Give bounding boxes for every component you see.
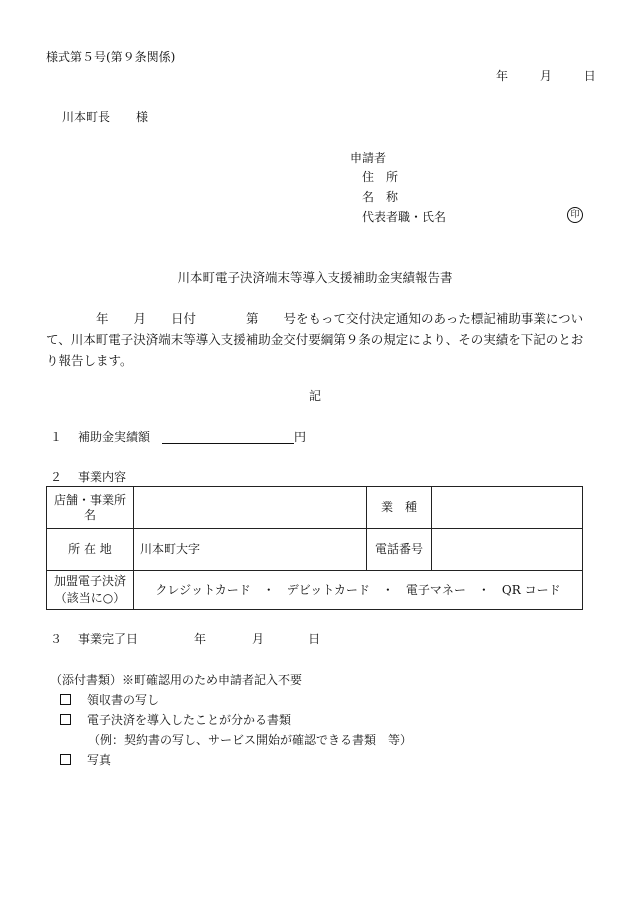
attachment-label: 電子決済を導入したことが分かる書類	[87, 713, 292, 727]
seal-icon: 印	[567, 207, 583, 223]
item-business-content	[50, 470, 126, 484]
item3-number: ３	[50, 632, 63, 646]
date-year: 年	[496, 69, 509, 83]
store-label: 店舗・事業所名	[47, 487, 134, 529]
form-id: 様式第５号(第９条関係)	[46, 50, 176, 64]
industry-label: 業 種	[367, 487, 432, 529]
payment-label-line2: （該当に○）	[54, 591, 126, 605]
applicant-representative-label: 代表者職・氏名	[362, 210, 447, 224]
attachment-item	[60, 753, 111, 767]
completion-year: 年	[194, 632, 207, 646]
table-row	[47, 487, 583, 529]
payment-options[interactable]: クレジットカード ・ デビットカード ・ 電子マネー ・ QR コード	[134, 571, 583, 610]
amount-field[interactable]	[162, 431, 294, 444]
item3-label: 事業完了日	[78, 632, 139, 646]
attachment-label: 写真	[87, 753, 112, 767]
industry-value-field[interactable]	[432, 487, 583, 529]
body-paragraph-text: 年 月 日付 第 号をもって交付決定通知のあった標記補助事業について、川本町電子決済端末等導入支援補助金交付要綱第９条の規定により、その実績を下記のとおり報告します。	[46, 311, 584, 368]
body-paragraph	[46, 308, 584, 371]
addressee	[62, 110, 148, 124]
item1-number: １	[50, 430, 63, 444]
checkbox-icon[interactable]	[60, 754, 71, 765]
checkbox-icon[interactable]	[60, 714, 71, 725]
addressee-suffix: 様	[136, 110, 149, 124]
payment-label	[47, 571, 134, 610]
attachment-item	[60, 693, 159, 707]
store-value-field[interactable]	[134, 487, 367, 529]
amount-unit: 円	[294, 430, 307, 444]
completion-day: 日	[308, 632, 321, 646]
applicant-label: 申請者	[350, 151, 387, 165]
phone-value-field[interactable]	[432, 529, 583, 571]
table-row	[47, 571, 583, 610]
attachments-heading: （添付書類）※町確認用のため申請者記入不要	[50, 673, 303, 687]
completion-month: 月	[252, 632, 265, 646]
table-row	[47, 529, 583, 571]
date-day: 日	[583, 69, 596, 83]
phone-label: 電話番号	[367, 529, 432, 571]
location-value-field[interactable]: 川本町大字	[134, 529, 367, 571]
attachment-example: （例：契約書の写し、サービス開始が確認できる書類 等）	[88, 733, 413, 747]
item2-number: ２	[50, 470, 63, 484]
payment-label-line1: 加盟電子決済	[53, 574, 126, 588]
attachment-label: 領収書の写し	[87, 693, 160, 707]
applicant-address-label: 住 所	[362, 170, 399, 184]
business-table	[46, 486, 583, 610]
document-title: 川本町電子決済端末等導入支援補助金実績報告書	[177, 270, 453, 285]
attachment-item	[60, 713, 291, 727]
item-subsidy-amount	[50, 430, 306, 444]
applicant-name-label: 名 称	[362, 190, 399, 204]
addressee-name: 川本町長	[62, 110, 111, 124]
submission-date	[496, 69, 596, 83]
checkbox-icon[interactable]	[60, 694, 71, 705]
location-label: 所 在 地	[47, 529, 134, 571]
item1-label: 補助金実績額	[78, 430, 151, 444]
item-completion-date	[50, 632, 320, 646]
date-month: 月	[539, 69, 552, 83]
item2-label: 事業内容	[78, 470, 127, 484]
ki-heading: 記	[308, 389, 321, 403]
